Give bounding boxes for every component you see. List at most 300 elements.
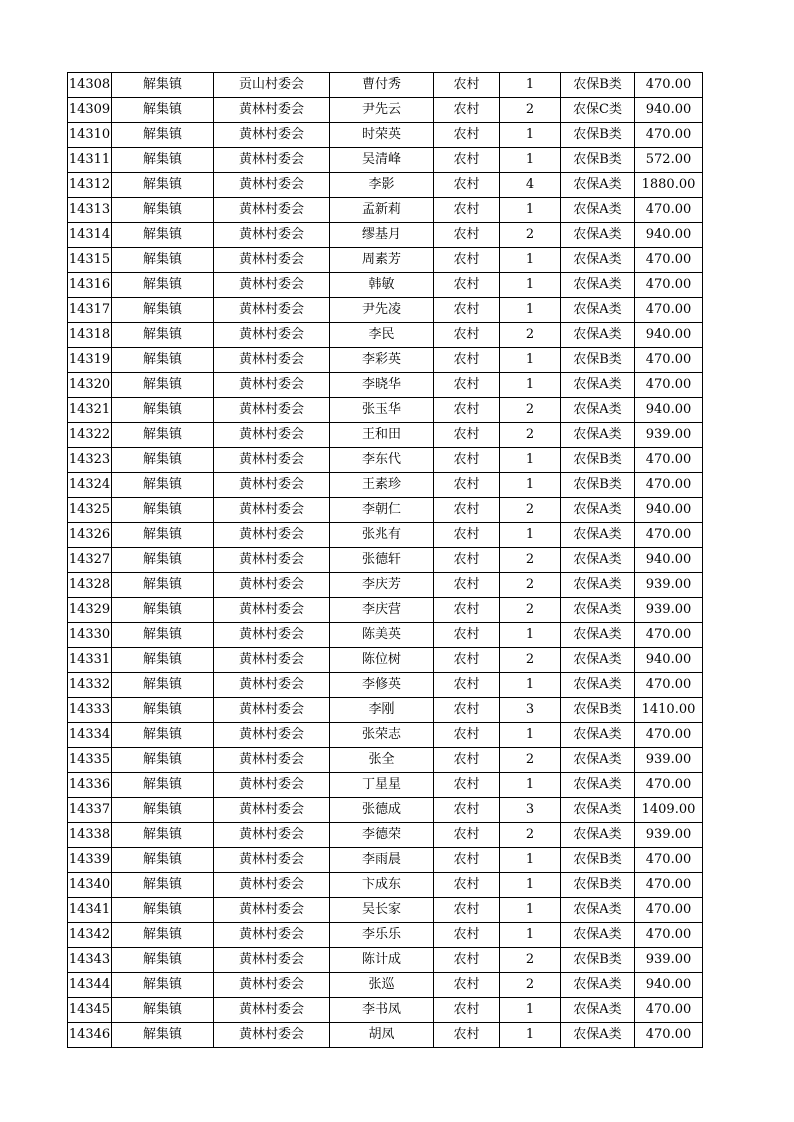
serial-number-cell: 14324	[68, 473, 112, 498]
serial-number-cell: 14345	[68, 998, 112, 1023]
town-cell: 解集镇	[112, 523, 214, 548]
insurance-category-cell: 农保A类	[561, 373, 635, 398]
table-row	[68, 523, 703, 548]
amount-cell: 940.00	[635, 98, 703, 123]
person-name-cell: 陈计成	[330, 948, 434, 973]
serial-number-cell: 14341	[68, 898, 112, 923]
person-name-cell: 李庆营	[330, 598, 434, 623]
person-name-cell: 李庆芳	[330, 573, 434, 598]
insurance-category-cell: 农保A类	[561, 923, 635, 948]
insurance-category-cell: 农保A类	[561, 673, 635, 698]
household-type-cell: 农村	[434, 373, 500, 398]
village-committee-cell: 黄林村委会	[214, 848, 330, 873]
village-committee-cell: 黄林村委会	[214, 573, 330, 598]
person-name-cell: 李书凤	[330, 998, 434, 1023]
amount-cell: 470.00	[635, 73, 703, 98]
household-type-cell: 农村	[434, 423, 500, 448]
town-cell: 解集镇	[112, 873, 214, 898]
serial-number-cell: 14330	[68, 623, 112, 648]
person-name-cell: 李修英	[330, 673, 434, 698]
person-name-cell: 李晓华	[330, 373, 434, 398]
village-committee-cell: 黄林村委会	[214, 548, 330, 573]
insurance-category-cell: 农保B类	[561, 848, 635, 873]
amount-cell: 940.00	[635, 323, 703, 348]
insurance-category-cell: 农保A类	[561, 648, 635, 673]
household-type-cell: 农村	[434, 748, 500, 773]
household-type-cell: 农村	[434, 948, 500, 973]
serial-number-cell: 14339	[68, 848, 112, 873]
village-committee-cell: 黄林村委会	[214, 98, 330, 123]
table-row	[68, 698, 703, 723]
town-cell: 解集镇	[112, 498, 214, 523]
amount-cell: 470.00	[635, 123, 703, 148]
village-committee-cell: 黄林村委会	[214, 298, 330, 323]
household-type-cell: 农村	[434, 148, 500, 173]
insurance-category-cell: 农保A类	[561, 898, 635, 923]
town-cell: 解集镇	[112, 648, 214, 673]
serial-number-cell: 14335	[68, 748, 112, 773]
person-name-cell: 李朝仁	[330, 498, 434, 523]
person-name-cell: 周素芳	[330, 248, 434, 273]
member-count-cell: 1	[500, 873, 561, 898]
insurance-category-cell: 农保A类	[561, 223, 635, 248]
member-count-cell: 2	[500, 323, 561, 348]
table-row	[68, 998, 703, 1023]
insurance-category-cell: 农保A类	[561, 523, 635, 548]
serial-number-cell: 14320	[68, 373, 112, 398]
household-type-cell: 农村	[434, 973, 500, 998]
table-row	[68, 223, 703, 248]
insurance-category-cell: 农保A类	[561, 298, 635, 323]
village-committee-cell: 黄林村委会	[214, 973, 330, 998]
household-type-cell: 农村	[434, 823, 500, 848]
household-type-cell: 农村	[434, 523, 500, 548]
allowance-roster-table	[67, 72, 703, 1048]
insurance-category-cell: 农保A类	[561, 273, 635, 298]
serial-number-cell: 14346	[68, 1023, 112, 1048]
town-cell: 解集镇	[112, 1023, 214, 1048]
member-count-cell: 1	[500, 198, 561, 223]
insurance-category-cell: 农保A类	[561, 598, 635, 623]
table-row	[68, 473, 703, 498]
village-committee-cell: 黄林村委会	[214, 648, 330, 673]
insurance-category-cell: 农保A类	[561, 823, 635, 848]
amount-cell: 470.00	[635, 448, 703, 473]
member-count-cell: 2	[500, 223, 561, 248]
town-cell: 解集镇	[112, 923, 214, 948]
person-name-cell: 丁星星	[330, 773, 434, 798]
insurance-category-cell: 农保A类	[561, 798, 635, 823]
village-committee-cell: 黄林村委会	[214, 698, 330, 723]
member-count-cell: 1	[500, 373, 561, 398]
person-name-cell: 王和田	[330, 423, 434, 448]
table-row	[68, 248, 703, 273]
serial-number-cell: 14332	[68, 673, 112, 698]
insurance-category-cell: 农保B类	[561, 448, 635, 473]
amount-cell: 1880.00	[635, 173, 703, 198]
household-type-cell: 农村	[434, 673, 500, 698]
amount-cell: 470.00	[635, 998, 703, 1023]
insurance-category-cell: 农保B类	[561, 123, 635, 148]
town-cell: 解集镇	[112, 748, 214, 773]
town-cell: 解集镇	[112, 623, 214, 648]
household-type-cell: 农村	[434, 273, 500, 298]
insurance-category-cell: 农保A类	[561, 998, 635, 1023]
household-type-cell: 农村	[434, 223, 500, 248]
serial-number-cell: 14325	[68, 498, 112, 523]
town-cell: 解集镇	[112, 398, 214, 423]
member-count-cell: 1	[500, 298, 561, 323]
member-count-cell: 1	[500, 998, 561, 1023]
member-count-cell: 1	[500, 923, 561, 948]
household-type-cell: 农村	[434, 498, 500, 523]
village-committee-cell: 黄林村委会	[214, 273, 330, 298]
serial-number-cell: 14343	[68, 948, 112, 973]
amount-cell: 470.00	[635, 273, 703, 298]
village-committee-cell: 黄林村委会	[214, 448, 330, 473]
person-name-cell: 李乐乐	[330, 923, 434, 948]
member-count-cell: 2	[500, 598, 561, 623]
table-row	[68, 448, 703, 473]
member-count-cell: 1	[500, 773, 561, 798]
amount-cell: 940.00	[635, 223, 703, 248]
town-cell: 解集镇	[112, 973, 214, 998]
village-committee-cell: 黄林村委会	[214, 198, 330, 223]
amount-cell: 470.00	[635, 348, 703, 373]
town-cell: 解集镇	[112, 848, 214, 873]
amount-cell: 940.00	[635, 548, 703, 573]
person-name-cell: 李德荣	[330, 823, 434, 848]
person-name-cell: 曹付秀	[330, 73, 434, 98]
table-row	[68, 623, 703, 648]
member-count-cell: 3	[500, 698, 561, 723]
member-count-cell: 2	[500, 573, 561, 598]
table-row	[68, 373, 703, 398]
member-count-cell: 1	[500, 248, 561, 273]
member-count-cell: 1	[500, 1023, 561, 1048]
amount-cell: 1410.00	[635, 698, 703, 723]
village-committee-cell: 黄林村委会	[214, 673, 330, 698]
amount-cell: 940.00	[635, 648, 703, 673]
table-row	[68, 98, 703, 123]
member-count-cell: 4	[500, 173, 561, 198]
table-row	[68, 573, 703, 598]
town-cell: 解集镇	[112, 573, 214, 598]
table-row	[68, 173, 703, 198]
serial-number-cell: 14308	[68, 73, 112, 98]
person-name-cell: 李刚	[330, 698, 434, 723]
household-type-cell: 农村	[434, 448, 500, 473]
insurance-category-cell: 农保A类	[561, 548, 635, 573]
member-count-cell: 2	[500, 823, 561, 848]
insurance-category-cell: 农保A类	[561, 498, 635, 523]
household-type-cell: 农村	[434, 473, 500, 498]
table-row	[68, 198, 703, 223]
person-name-cell: 吴清峰	[330, 148, 434, 173]
town-cell: 解集镇	[112, 348, 214, 373]
person-name-cell: 张荣志	[330, 723, 434, 748]
amount-cell: 470.00	[635, 873, 703, 898]
amount-cell: 470.00	[635, 723, 703, 748]
table-row	[68, 973, 703, 998]
town-cell: 解集镇	[112, 248, 214, 273]
member-count-cell: 1	[500, 523, 561, 548]
village-committee-cell: 黄林村委会	[214, 998, 330, 1023]
town-cell: 解集镇	[112, 198, 214, 223]
insurance-category-cell: 农保B类	[561, 948, 635, 973]
person-name-cell: 时荣英	[330, 123, 434, 148]
village-committee-cell: 黄林村委会	[214, 823, 330, 848]
member-count-cell: 2	[500, 948, 561, 973]
table-row	[68, 1023, 703, 1048]
household-type-cell: 农村	[434, 198, 500, 223]
amount-cell: 470.00	[635, 848, 703, 873]
household-type-cell: 农村	[434, 548, 500, 573]
household-type-cell: 农村	[434, 98, 500, 123]
village-committee-cell: 黄林村委会	[214, 798, 330, 823]
household-type-cell: 农村	[434, 73, 500, 98]
household-type-cell: 农村	[434, 873, 500, 898]
village-committee-cell: 贡山村委会	[214, 73, 330, 98]
table-row	[68, 498, 703, 523]
person-name-cell: 王素珍	[330, 473, 434, 498]
table-row	[68, 273, 703, 298]
person-name-cell: 尹先云	[330, 98, 434, 123]
town-cell: 解集镇	[112, 323, 214, 348]
member-count-cell: 2	[500, 98, 561, 123]
insurance-category-cell: 农保B类	[561, 698, 635, 723]
insurance-category-cell: 农保C类	[561, 98, 635, 123]
table-row	[68, 848, 703, 873]
town-cell: 解集镇	[112, 673, 214, 698]
person-name-cell: 陈美英	[330, 623, 434, 648]
person-name-cell: 张巡	[330, 973, 434, 998]
town-cell: 解集镇	[112, 948, 214, 973]
serial-number-cell: 14337	[68, 798, 112, 823]
member-count-cell: 1	[500, 448, 561, 473]
person-name-cell: 李影	[330, 173, 434, 198]
household-type-cell: 农村	[434, 598, 500, 623]
insurance-category-cell: 农保A类	[561, 248, 635, 273]
village-committee-cell: 黄林村委会	[214, 373, 330, 398]
table-row	[68, 823, 703, 848]
insurance-category-cell: 农保A类	[561, 623, 635, 648]
amount-cell: 470.00	[635, 198, 703, 223]
member-count-cell: 2	[500, 398, 561, 423]
household-type-cell: 农村	[434, 348, 500, 373]
table-row	[68, 423, 703, 448]
serial-number-cell: 14322	[68, 423, 112, 448]
serial-number-cell: 14327	[68, 548, 112, 573]
amount-cell: 470.00	[635, 373, 703, 398]
amount-cell: 572.00	[635, 148, 703, 173]
table-row	[68, 348, 703, 373]
household-type-cell: 农村	[434, 323, 500, 348]
member-count-cell: 3	[500, 798, 561, 823]
amount-cell: 939.00	[635, 598, 703, 623]
insurance-category-cell: 农保A类	[561, 173, 635, 198]
household-type-cell: 农村	[434, 173, 500, 198]
insurance-category-cell: 农保B类	[561, 348, 635, 373]
member-count-cell: 1	[500, 273, 561, 298]
town-cell: 解集镇	[112, 373, 214, 398]
person-name-cell: 尹先凌	[330, 298, 434, 323]
village-committee-cell: 黄林村委会	[214, 423, 330, 448]
serial-number-cell: 14310	[68, 123, 112, 148]
village-committee-cell: 黄林村委会	[214, 923, 330, 948]
household-type-cell: 农村	[434, 398, 500, 423]
person-name-cell: 吴长家	[330, 898, 434, 923]
town-cell: 解集镇	[112, 548, 214, 573]
serial-number-cell: 14318	[68, 323, 112, 348]
town-cell: 解集镇	[112, 148, 214, 173]
household-type-cell: 农村	[434, 698, 500, 723]
table-row	[68, 873, 703, 898]
amount-cell: 940.00	[635, 973, 703, 998]
insurance-category-cell: 农保B类	[561, 148, 635, 173]
town-cell: 解集镇	[112, 598, 214, 623]
village-committee-cell: 黄林村委会	[214, 348, 330, 373]
member-count-cell: 1	[500, 673, 561, 698]
person-name-cell: 李民	[330, 323, 434, 348]
person-name-cell: 张兆有	[330, 523, 434, 548]
town-cell: 解集镇	[112, 773, 214, 798]
household-type-cell: 农村	[434, 723, 500, 748]
town-cell: 解集镇	[112, 473, 214, 498]
member-count-cell: 2	[500, 748, 561, 773]
town-cell: 解集镇	[112, 698, 214, 723]
amount-cell: 470.00	[635, 773, 703, 798]
table-row	[68, 723, 703, 748]
insurance-category-cell: 农保A类	[561, 973, 635, 998]
town-cell: 解集镇	[112, 898, 214, 923]
member-count-cell: 2	[500, 423, 561, 448]
village-committee-cell: 黄林村委会	[214, 523, 330, 548]
town-cell: 解集镇	[112, 448, 214, 473]
village-committee-cell: 黄林村委会	[214, 323, 330, 348]
village-committee-cell: 黄林村委会	[214, 248, 330, 273]
town-cell: 解集镇	[112, 998, 214, 1023]
insurance-category-cell: 农保A类	[561, 773, 635, 798]
member-count-cell: 1	[500, 123, 561, 148]
household-type-cell: 农村	[434, 923, 500, 948]
town-cell: 解集镇	[112, 73, 214, 98]
insurance-category-cell: 农保A类	[561, 1023, 635, 1048]
amount-cell: 470.00	[635, 298, 703, 323]
village-committee-cell: 黄林村委会	[214, 1023, 330, 1048]
amount-cell: 470.00	[635, 898, 703, 923]
serial-number-cell: 14316	[68, 273, 112, 298]
table-row	[68, 398, 703, 423]
serial-number-cell: 14334	[68, 723, 112, 748]
person-name-cell: 李彩英	[330, 348, 434, 373]
insurance-category-cell: 农保A类	[561, 398, 635, 423]
serial-number-cell: 14311	[68, 148, 112, 173]
town-cell: 解集镇	[112, 273, 214, 298]
insurance-category-cell: 农保A类	[561, 198, 635, 223]
table-row	[68, 598, 703, 623]
member-count-cell: 1	[500, 73, 561, 98]
serial-number-cell: 14321	[68, 398, 112, 423]
person-name-cell: 张德轩	[330, 548, 434, 573]
table-row	[68, 148, 703, 173]
table-row	[68, 923, 703, 948]
serial-number-cell: 14344	[68, 973, 112, 998]
table-row	[68, 298, 703, 323]
village-committee-cell: 黄林村委会	[214, 148, 330, 173]
member-count-cell: 1	[500, 623, 561, 648]
member-count-cell: 2	[500, 648, 561, 673]
member-count-cell: 1	[500, 148, 561, 173]
table-row	[68, 748, 703, 773]
village-committee-cell: 黄林村委会	[214, 898, 330, 923]
serial-number-cell: 14309	[68, 98, 112, 123]
village-committee-cell: 黄林村委会	[214, 473, 330, 498]
amount-cell: 470.00	[635, 1023, 703, 1048]
table-row	[68, 673, 703, 698]
serial-number-cell: 14312	[68, 173, 112, 198]
village-committee-cell: 黄林村委会	[214, 173, 330, 198]
table-row	[68, 798, 703, 823]
serial-number-cell: 14336	[68, 773, 112, 798]
household-type-cell: 农村	[434, 298, 500, 323]
amount-cell: 939.00	[635, 948, 703, 973]
serial-number-cell: 14326	[68, 523, 112, 548]
person-name-cell: 缪基月	[330, 223, 434, 248]
household-type-cell: 农村	[434, 648, 500, 673]
serial-number-cell: 14333	[68, 698, 112, 723]
village-committee-cell: 黄林村委会	[214, 598, 330, 623]
amount-cell: 470.00	[635, 623, 703, 648]
town-cell: 解集镇	[112, 423, 214, 448]
table-row	[68, 773, 703, 798]
household-type-cell: 农村	[434, 998, 500, 1023]
person-name-cell: 张玉华	[330, 398, 434, 423]
town-cell: 解集镇	[112, 223, 214, 248]
household-type-cell: 农村	[434, 773, 500, 798]
table-row	[68, 948, 703, 973]
table-row	[68, 73, 703, 98]
town-cell: 解集镇	[112, 798, 214, 823]
household-type-cell: 农村	[434, 123, 500, 148]
insurance-category-cell: 农保A类	[561, 748, 635, 773]
insurance-category-cell: 农保A类	[561, 423, 635, 448]
village-committee-cell: 黄林村委会	[214, 123, 330, 148]
village-committee-cell: 黄林村委会	[214, 223, 330, 248]
household-type-cell: 农村	[434, 1023, 500, 1048]
table-row	[68, 323, 703, 348]
amount-cell: 939.00	[635, 423, 703, 448]
serial-number-cell: 14338	[68, 823, 112, 848]
member-count-cell: 1	[500, 848, 561, 873]
person-name-cell: 胡凤	[330, 1023, 434, 1048]
serial-number-cell: 14329	[68, 598, 112, 623]
insurance-category-cell: 农保A类	[561, 323, 635, 348]
village-committee-cell: 黄林村委会	[214, 498, 330, 523]
amount-cell: 470.00	[635, 523, 703, 548]
serial-number-cell: 14342	[68, 923, 112, 948]
insurance-category-cell: 农保B类	[561, 873, 635, 898]
person-name-cell: 陈位树	[330, 648, 434, 673]
person-name-cell: 张德成	[330, 798, 434, 823]
household-type-cell: 农村	[434, 898, 500, 923]
amount-cell: 470.00	[635, 473, 703, 498]
village-committee-cell: 黄林村委会	[214, 723, 330, 748]
insurance-category-cell: 农保A类	[561, 573, 635, 598]
serial-number-cell: 14317	[68, 298, 112, 323]
person-name-cell: 卞成东	[330, 873, 434, 898]
household-type-cell: 农村	[434, 573, 500, 598]
